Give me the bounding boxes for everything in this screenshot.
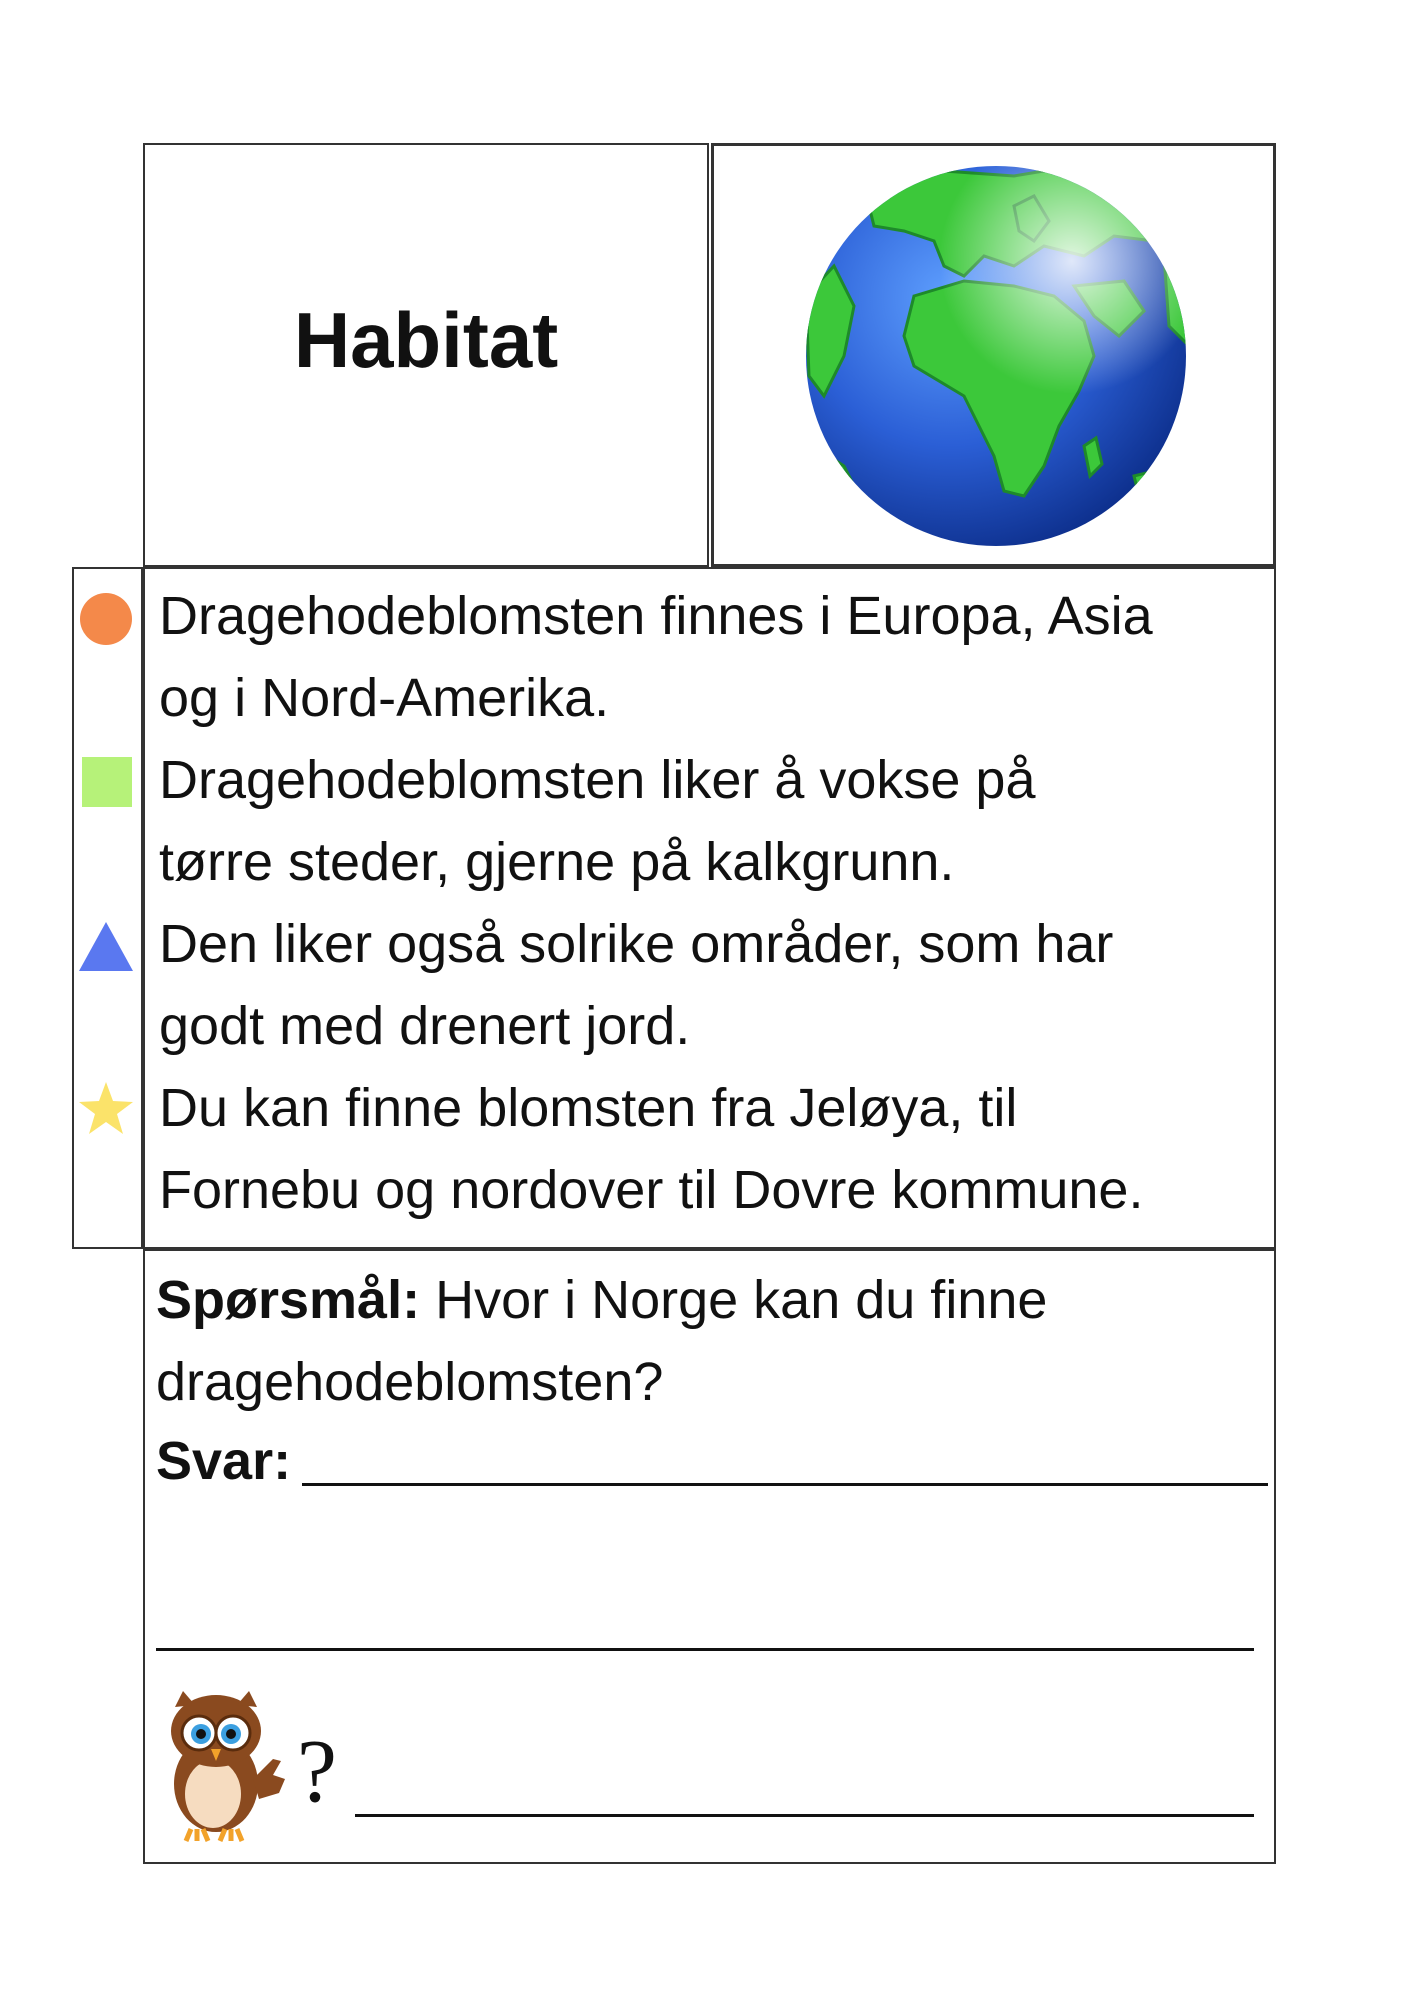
fact-line: Fornebu og nordover til Dovre kommune. (159, 1160, 1144, 1220)
facts-cell (143, 567, 1276, 1249)
markers-column (72, 567, 143, 1249)
question-cell (143, 1249, 1276, 1864)
star-icon (76, 1079, 136, 1139)
answer-label: Svar: (156, 1431, 292, 1491)
owl-icon (161, 1689, 291, 1844)
question-line (156, 1270, 1048, 1330)
globe-icon (714, 146, 1273, 564)
globe-cell (711, 143, 1276, 567)
square-icon (80, 755, 136, 811)
answer-line-3[interactable] (355, 1814, 1254, 1817)
answer-line-2[interactable] (156, 1648, 1254, 1651)
question-label: Spørsmål: (156, 1270, 421, 1330)
circle-icon (78, 591, 134, 647)
page-title: Habitat (293, 296, 559, 384)
fact-line: Den liker også solrike områder, som har (159, 914, 1114, 974)
fact-line: Dragehodeblomsten liker å vokse på (159, 750, 1036, 810)
answer-line-1[interactable] (302, 1483, 1268, 1486)
fact-line: tørre steder, gjerne på kalkgrunn. (159, 832, 955, 892)
question-text: Hvor i Norge kan du finne (420, 1270, 1048, 1330)
fact-line: og i Nord-Amerika. (159, 668, 610, 728)
question-line-2: dragehodeblomsten? (156, 1352, 664, 1412)
title-cell (143, 143, 709, 567)
fact-line: Dragehodeblomsten finnes i Europa, Asia (159, 586, 1153, 646)
triangle-icon (76, 919, 136, 975)
fact-line: godt med drenert jord. (159, 996, 691, 1056)
question-mark: ? (297, 1722, 337, 1821)
fact-line: Du kan finne blomsten fra Jeløya, til (159, 1078, 1018, 1138)
